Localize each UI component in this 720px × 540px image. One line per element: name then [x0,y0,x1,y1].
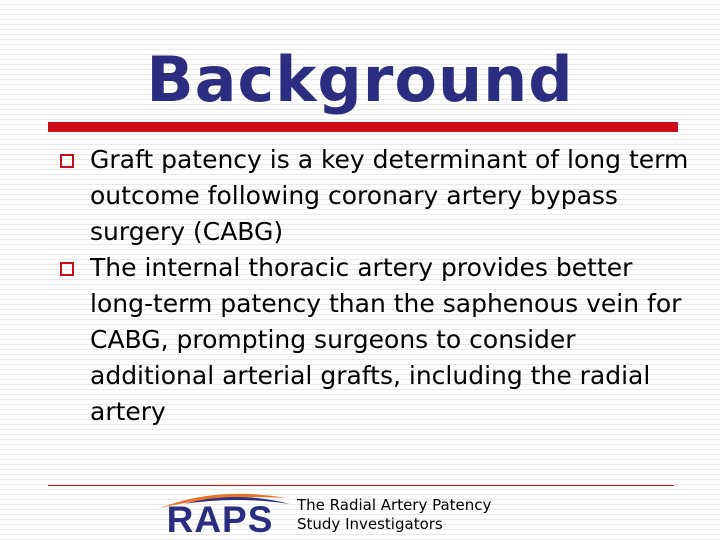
bullet-item [58,142,698,250]
square-bullet-icon [60,262,74,276]
footer-caption-line: The Radial Artery Patency [297,496,492,514]
slide-title: Background [146,43,574,116]
footer-divider [48,485,674,486]
square-bullet-icon [60,154,74,168]
bullet-list [58,142,698,430]
raps-logo [148,484,292,540]
title-underline [48,122,678,132]
bullet-text: The internal thoracic artery provides better long-term patency than the saphenous vein for CABG, prompting surgeons to consider additional arterial grafts, including the radial artery [90,253,682,426]
bullet-text: Graft patency is a key determinant of long term outcome following coronary artery bypass surgery (CABG) [90,145,689,246]
bullet-item [58,250,698,430]
footer-caption-line: Study Investigators [297,515,443,533]
footer-caption [297,496,491,534]
logo-text: RAPS [166,499,274,540]
